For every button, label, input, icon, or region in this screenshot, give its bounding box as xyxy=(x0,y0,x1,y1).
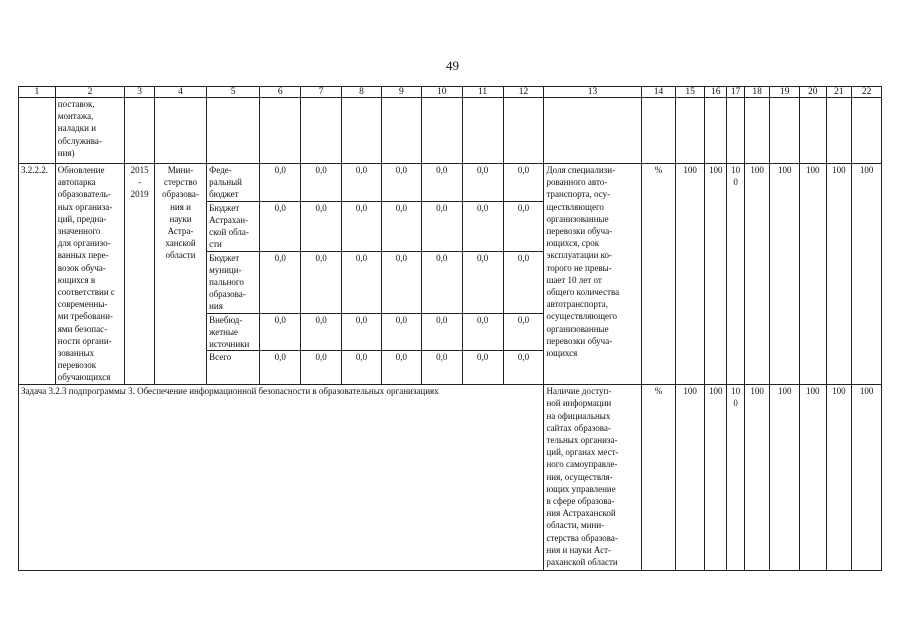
funding-value: 0,0 xyxy=(421,201,462,251)
item-code: 3.2.2.2. xyxy=(19,164,56,385)
target-value: 100 xyxy=(800,385,827,571)
target-value: 100 xyxy=(727,385,744,571)
table-cell xyxy=(301,98,342,164)
indicator-unit: % xyxy=(641,164,676,385)
funding-value: 0,0 xyxy=(462,251,503,313)
header-cell: 10 xyxy=(421,87,462,98)
table-cell xyxy=(727,98,744,164)
funding-value: 0,0 xyxy=(462,201,503,251)
funding-value: 0,0 xyxy=(503,201,544,251)
target-value: 100 xyxy=(770,385,800,571)
funding-value: 0,0 xyxy=(342,351,382,385)
funding-value: 0,0 xyxy=(301,313,342,351)
funding-value: 0,0 xyxy=(503,313,544,351)
funding-value: 0,0 xyxy=(421,351,462,385)
header-cell: 13 xyxy=(544,87,641,98)
header-cell: 15 xyxy=(676,87,705,98)
program-table xyxy=(18,86,882,571)
table-cell xyxy=(503,98,544,164)
target-value: 100 xyxy=(800,164,827,385)
task-text: Задача 3.2.3 подпрограммы 3. Обеспечение информационной безопасности в образовательных организациях xyxy=(19,385,544,571)
table-cell xyxy=(852,98,882,164)
funding-value: 0,0 xyxy=(342,201,382,251)
table-cell xyxy=(676,98,705,164)
funding-value: 0,0 xyxy=(301,251,342,313)
table-cell xyxy=(342,98,382,164)
table-cell xyxy=(770,98,800,164)
header-cell: 9 xyxy=(381,87,421,98)
funding-value: 0,0 xyxy=(462,164,503,202)
header-cell: 1 xyxy=(19,87,56,98)
funding-value: 0,0 xyxy=(260,313,301,351)
funding-value: 0,0 xyxy=(381,201,421,251)
table-cell xyxy=(826,98,852,164)
funding-row-federal xyxy=(19,164,882,202)
indicator-text: Доля специализи- рованного авто- транспорта, осу- ществляющего организованные перевозки обуча- ющихся, срок эксплуатации ко- торого не превы- шает 10 лет от общего количества автотранспорта, осуществляющего организованные перевозки обуча- ющихся xyxy=(544,164,641,385)
header-cell: 4 xyxy=(154,87,206,98)
funding-value: 0,0 xyxy=(462,313,503,351)
table-cell xyxy=(641,98,676,164)
target-value: 100 xyxy=(826,164,852,385)
table-header-row xyxy=(19,87,882,98)
funding-value: 0,0 xyxy=(421,313,462,351)
funding-value: 0,0 xyxy=(503,351,544,385)
header-cell: 11 xyxy=(462,87,503,98)
table-cell xyxy=(207,98,260,164)
funding-value: 0,0 xyxy=(503,251,544,313)
target-value: 100 xyxy=(704,385,726,571)
funding-value: 0,0 xyxy=(503,164,544,202)
table-cell xyxy=(800,98,827,164)
funding-value: 0,0 xyxy=(260,201,301,251)
funding-value: 0,0 xyxy=(342,313,382,351)
funding-value: 0,0 xyxy=(421,251,462,313)
funding-value: 0,0 xyxy=(301,164,342,202)
table-cell xyxy=(544,98,641,164)
target-value: 100 xyxy=(704,164,726,385)
indicator-text: Наличие доступ- ной информации на официальных сайтах образова- тельных организа- ций, органах мест- ного самоуправле- ния, осуществля- ющих управление в сфере образова- ния Астраханской области, мини- стерства образова- ния и науки Аст- раханской области xyxy=(544,385,641,571)
header-cell: 22 xyxy=(852,87,882,98)
header-cell: 6 xyxy=(260,87,301,98)
funding-source: Бюджет муници- пального образова- ния xyxy=(207,251,260,313)
table-cell xyxy=(19,98,56,164)
header-cell: 7 xyxy=(301,87,342,98)
target-value: 100 xyxy=(676,385,705,571)
item-executor: Мини- стерство образова- ния и науки Астра- ханской области xyxy=(154,164,206,385)
header-cell: 16 xyxy=(704,87,726,98)
target-value: 100 xyxy=(852,164,882,385)
funding-value: 0,0 xyxy=(301,201,342,251)
table-cell xyxy=(260,98,301,164)
target-value: 100 xyxy=(744,164,770,385)
funding-source: Всего xyxy=(207,351,260,385)
item-name: Обновление автопарка образователь- ных организа- ций, предна- значенного для организо- ванных пере- возок обуча- ющихся в соответствии с современны- ми требовани- ями безопас- ности органи- зованных перевозок обучающихся xyxy=(55,164,125,385)
funding-source: Феде- ральный бюджет xyxy=(207,164,260,202)
table-cell xyxy=(125,98,155,164)
funding-value: 0,0 xyxy=(381,164,421,202)
table-cell xyxy=(462,98,503,164)
task-row xyxy=(19,385,882,571)
funding-source: Внебюд- жетные источники xyxy=(207,313,260,351)
header-cell: 19 xyxy=(770,87,800,98)
funding-source: Бюджет Астрахан- ской обла- сти xyxy=(207,201,260,251)
header-cell: 18 xyxy=(744,87,770,98)
page-number: 49 xyxy=(446,58,459,73)
header-cell: 12 xyxy=(503,87,544,98)
table-cell xyxy=(421,98,462,164)
funding-value: 0,0 xyxy=(381,251,421,313)
header-cell: 8 xyxy=(342,87,382,98)
funding-value: 0,0 xyxy=(342,164,382,202)
continuation-row xyxy=(19,98,882,164)
table-cell xyxy=(704,98,726,164)
indicator-unit: % xyxy=(641,385,676,571)
table-cell xyxy=(744,98,770,164)
funding-value: 0,0 xyxy=(301,351,342,385)
table-cell xyxy=(154,98,206,164)
header-cell: 14 xyxy=(641,87,676,98)
funding-value: 0,0 xyxy=(342,251,382,313)
funding-value: 0,0 xyxy=(421,164,462,202)
target-value: 100 xyxy=(770,164,800,385)
header-cell: 2 xyxy=(55,87,125,98)
header-cell: 5 xyxy=(207,87,260,98)
header-cell: 21 xyxy=(826,87,852,98)
header-cell: 3 xyxy=(125,87,155,98)
funding-value: 0,0 xyxy=(260,351,301,385)
target-value: 100 xyxy=(676,164,705,385)
header-cell: 20 xyxy=(800,87,827,98)
item-period: 2015 - 2019 xyxy=(125,164,155,385)
target-value: 100 xyxy=(852,385,882,571)
table-cell xyxy=(381,98,421,164)
funding-value: 0,0 xyxy=(260,164,301,202)
funding-value: 0,0 xyxy=(381,351,421,385)
funding-value: 0,0 xyxy=(260,251,301,313)
target-value: 100 xyxy=(744,385,770,571)
target-value: 100 xyxy=(826,385,852,571)
target-value: 100 xyxy=(727,164,744,385)
funding-value: 0,0 xyxy=(381,313,421,351)
continuation-text: поставок, монтажа, наладки и обслужива- ния) xyxy=(55,98,125,164)
funding-value: 0,0 xyxy=(462,351,503,385)
header-cell: 17 xyxy=(727,87,744,98)
